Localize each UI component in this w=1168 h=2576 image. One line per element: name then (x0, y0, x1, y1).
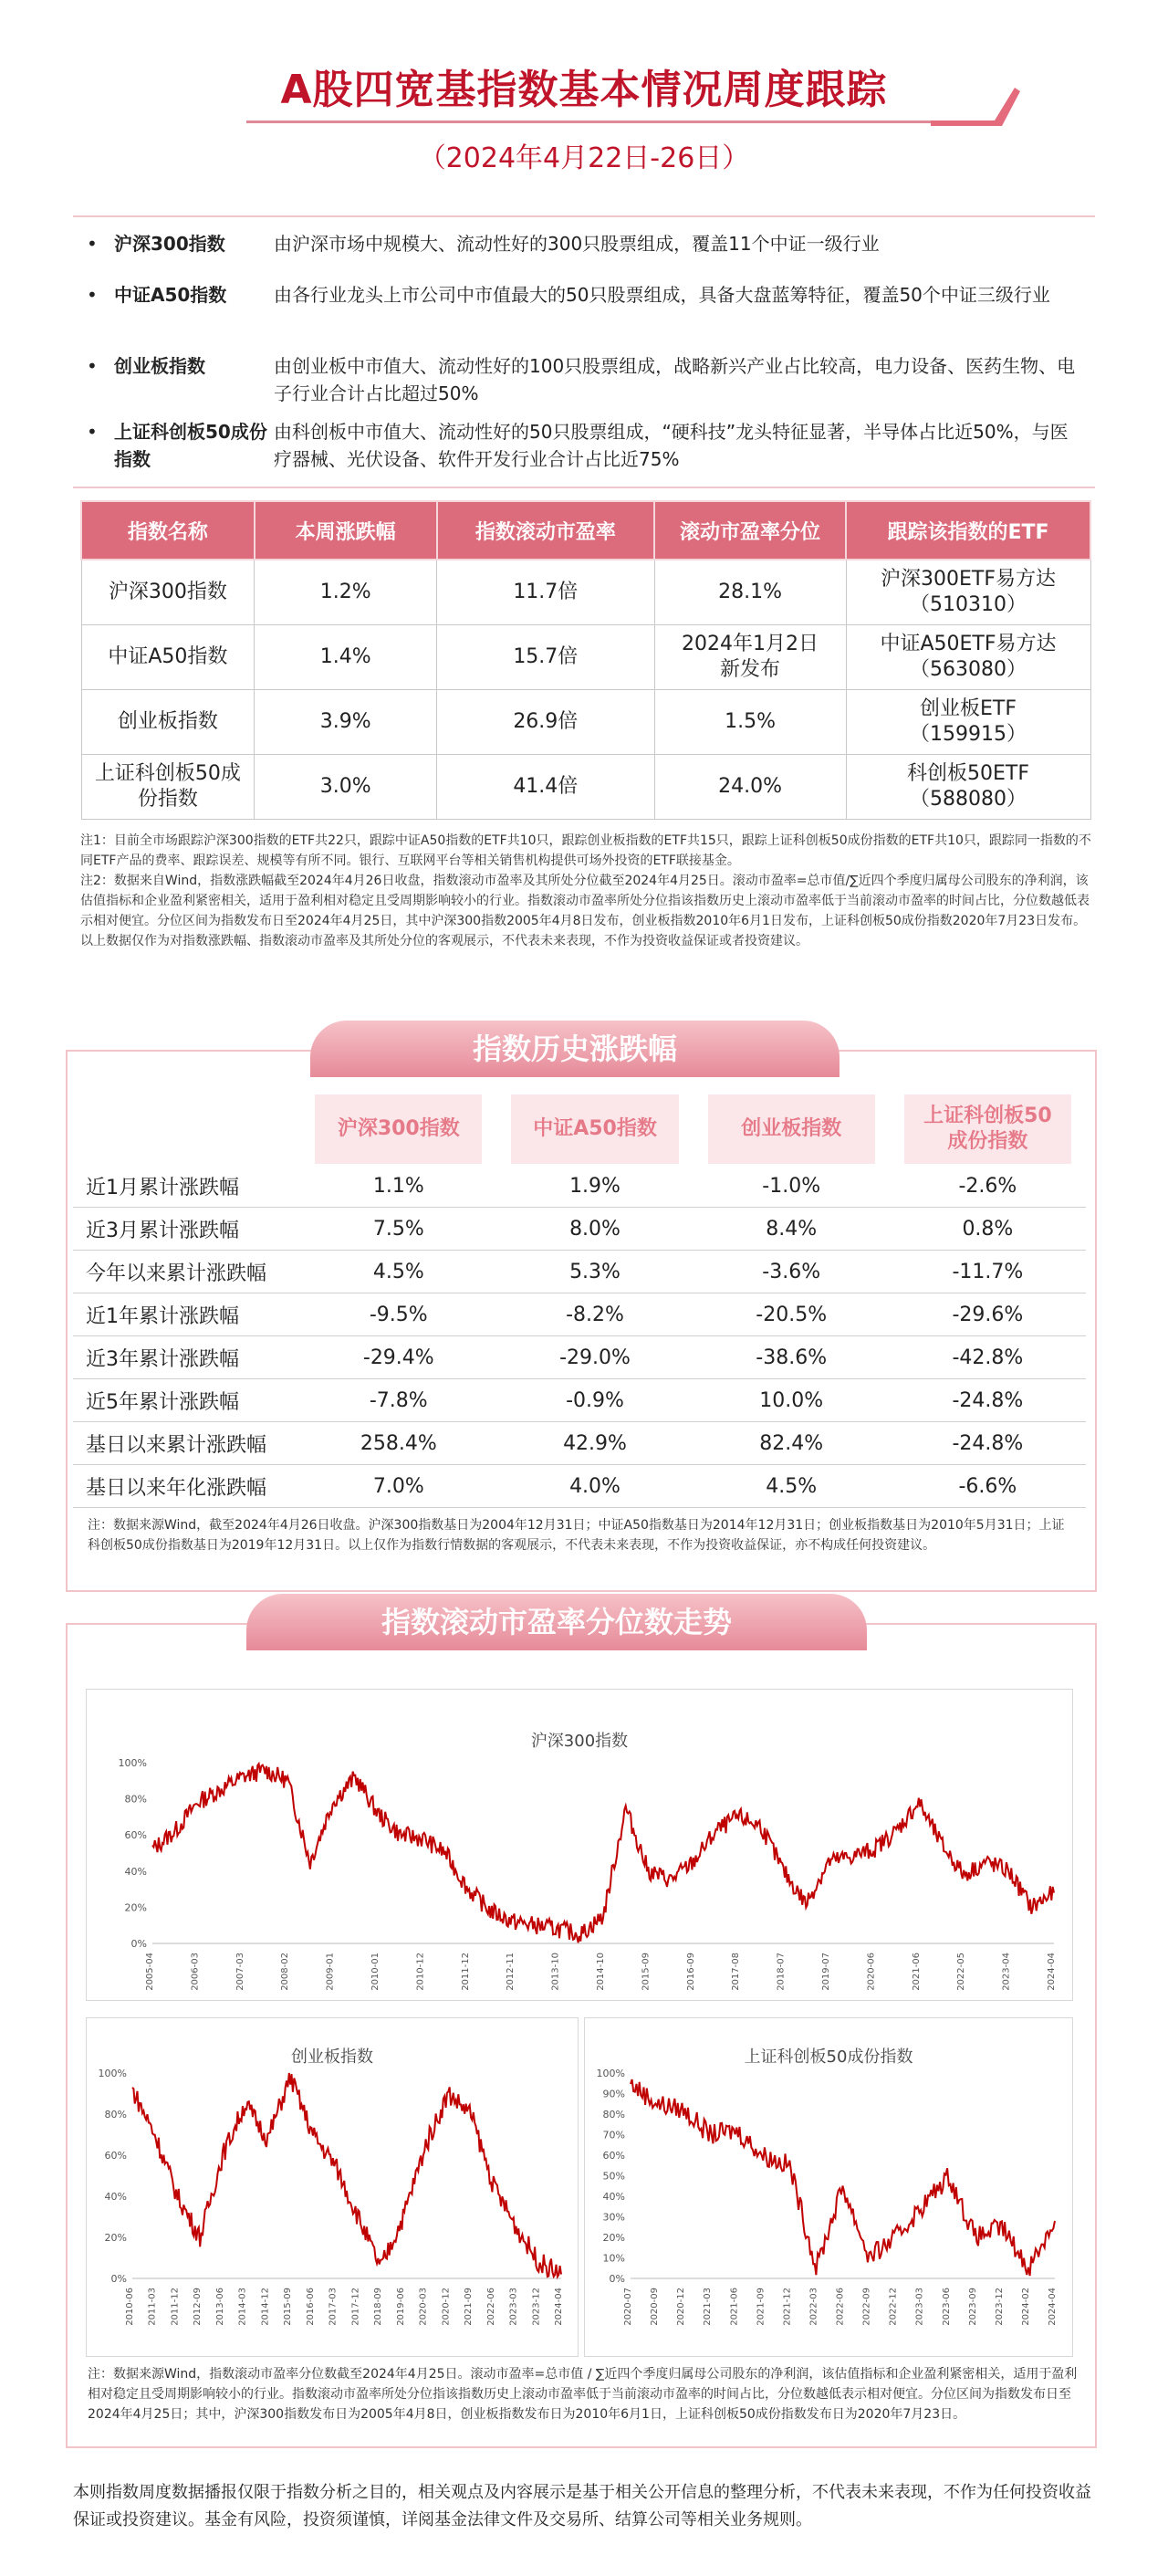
table-cell: -1.0% (694, 1165, 890, 1208)
x-tick-label: 2024-04 (554, 2288, 564, 2326)
x-tick-label: 2023-03 (508, 2288, 519, 2326)
title-underline (246, 120, 958, 123)
row-label: 近5年累计涨跌幅 (73, 1379, 300, 1422)
table-cell: 10.0% (694, 1379, 890, 1422)
table-cell: 82.4% (694, 1422, 890, 1465)
description-index-name: 沪深300指数 (114, 233, 225, 255)
table-cell: 1.1% (300, 1165, 496, 1208)
table-cell: 5.3% (496, 1251, 693, 1293)
x-tick-label: 2016-09 (685, 1953, 696, 1991)
x-tick-label: 2009-01 (325, 1953, 336, 1991)
table-cell: 2024年1月2日 新发布 (654, 625, 846, 690)
table-cell: 1.5% (654, 690, 846, 755)
table-cell: 中证A50ETF易方达 （563080） (846, 625, 1090, 690)
x-tick-label: 2012-09 (193, 2288, 203, 2326)
y-tick-label: 60% (124, 1829, 147, 1842)
table-cell: -3.6% (694, 1251, 890, 1293)
table-cell: 8.4% (694, 1208, 890, 1251)
table-cell: 4.0% (496, 1465, 693, 1508)
row-label: 今年以来累计涨跌幅 (73, 1251, 300, 1293)
y-tick-label: 50% (602, 2170, 625, 2183)
y-tick-label: 0% (110, 2273, 127, 2285)
x-tick-label: 2023-09 (967, 2288, 978, 2326)
bullet-icon: • (87, 421, 98, 443)
y-tick-label: 70% (602, 2129, 625, 2141)
x-tick-label: 2024-02 (1020, 2288, 1031, 2326)
x-tick-label: 2021-06 (729, 2288, 740, 2326)
table-cell: -2.6% (890, 1165, 1086, 1208)
y-tick-label: 20% (124, 1901, 147, 1914)
table-header (694, 1094, 890, 1165)
x-tick-label: 2013-06 (214, 2288, 225, 2326)
row-label: 近1月累计涨跌幅 (73, 1165, 300, 1208)
table-cell: -6.6% (890, 1465, 1086, 1508)
table-header (496, 1094, 693, 1165)
table-cell: 4.5% (300, 1251, 496, 1293)
y-tick-label: 0% (609, 2273, 625, 2285)
table-header (890, 1094, 1086, 1165)
x-tick-label: 2020-12 (676, 2288, 687, 2326)
x-tick-label: 2011-12 (170, 2288, 181, 2326)
performance-section-title: 指数历史涨跌幅 (310, 1021, 840, 1077)
pe-note: 注：数据来源Wind，指数滚动市盈率分位数截至2024年4月25日。滚动市盈率=总市值 / ∑近四个季度归属母公司股东的净利润，该估值指标和企业盈利紧密相关，适用于盈利相对稳定且受周期影响较小的行业。指数滚动市盈率所处分位指该指数历史上滚动市盈率低于当前滚动市盈率的时间占比，分位数越低表示相对便宜。分位区间为指数发布日至2024年4月25日；其中，沪深300指数发布日为2005年4月8日，创业板指数发布日为2010年6月1日，上证科创板50成份指数发布日为2020年7月23日。 (88, 2367, 1078, 2422)
bullet-icon: • (87, 284, 98, 306)
table-cell: -24.8% (890, 1422, 1086, 1465)
table-row (73, 1293, 1086, 1336)
description-index-name: 上证科创板50成份指数 (114, 421, 267, 470)
y-tick-label: 80% (104, 2109, 127, 2120)
x-tick-label: 2011-03 (147, 2288, 158, 2326)
x-tick-label: 2021-03 (703, 2288, 714, 2326)
performance-note: 注：数据来源Wind，截至2024年4月26日收盘。沪深300指数基日为2004年12月31日；中证A50指数基日为2014年12月31日；创业板指数基日为2010年5月31日；上证科创板50成份指数基日为2019年12月31日。以上仅作为指数行情数据的客观展示，不代表未来表现，不作为投资收益保证，亦不构成任何投资建议。 (88, 1518, 1065, 1553)
table-cell: 上证科创板50成 份指数 (81, 755, 255, 820)
table-cell: 1.9% (496, 1165, 693, 1208)
x-tick-label: 2022-06 (485, 2288, 496, 2326)
y-tick-label: 80% (602, 2109, 625, 2120)
table-cell: 3.0% (255, 755, 437, 820)
x-tick-label: 2019-06 (395, 2288, 406, 2326)
table-cell: 8.0% (496, 1208, 693, 1251)
y-tick-label: 30% (602, 2211, 625, 2224)
table-header: 指数滚动市盈率 (437, 501, 654, 560)
table-header: 滚动市盈率分位 (654, 501, 846, 560)
chart-hs300 (86, 1689, 1073, 2001)
x-tick-label: 2019-07 (821, 1953, 831, 1991)
table-cell: -29.0% (496, 1336, 693, 1379)
x-tick-label: 2021-12 (782, 2288, 793, 2326)
page-title: A股四宽基指数基本情况周度跟踪 (280, 67, 888, 113)
x-tick-label: 2018-07 (776, 1953, 787, 1991)
disclaimer: 本则指数周度数据播报仅限于指数分析之目的，相关观点及内容展示是基于相关公开信息的整理分析，不代表未来表现，不作为任何投资收益保证或投资建议。基金有风险，投资须谨慎，详阅基金法律文件及交易所、结算公司等相关业务规则。 (73, 2483, 1091, 2529)
y-tick-label: 80% (124, 1793, 147, 1806)
chart-title: 创业板指数 (291, 2047, 373, 2067)
x-tick-label: 2014-10 (596, 1953, 606, 1991)
series-line (152, 1764, 1054, 1942)
table-row (81, 625, 1090, 690)
x-tick-label: 2020-12 (441, 2288, 452, 2326)
chart-hs300-svg (87, 1690, 1072, 2000)
index-summary-table (80, 500, 1091, 820)
table-cell: 沪深300ETF易方达 （510310） (846, 560, 1090, 625)
x-tick-label: 2016-06 (305, 2288, 316, 2326)
table-header: 跟踪该指数的ETF (846, 501, 1090, 560)
table-cell: 1.2% (255, 560, 437, 625)
x-tick-label: 2014-12 (260, 2288, 271, 2326)
x-tick-label: 2020-03 (418, 2288, 429, 2326)
table-cell: -20.5% (694, 1293, 890, 1336)
table-cell: 沪深300指数 (81, 560, 255, 625)
column-header-label: 中证A50指数 (511, 1094, 678, 1164)
table-cell: -24.8% (890, 1379, 1086, 1422)
row-label: 近3月累计涨跌幅 (73, 1208, 300, 1251)
table-cell: 28.1% (654, 560, 846, 625)
x-tick-label: 2010-12 (415, 1953, 426, 1991)
description-index-name: 创业板指数 (114, 355, 205, 377)
x-tick-label: 2020-07 (623, 2288, 633, 2326)
chart-star50 (584, 2017, 1073, 2357)
table-row (73, 1465, 1086, 1508)
x-tick-label: 2017-03 (328, 2288, 339, 2326)
x-tick-label: 2022-05 (956, 1953, 967, 1991)
table-cell: -38.6% (694, 1336, 890, 1379)
table-cell: -9.5% (300, 1293, 496, 1336)
table-corner (73, 1094, 300, 1165)
chart-title: 上证科创板50成份指数 (744, 2047, 913, 2067)
x-tick-label: 2020-06 (866, 1953, 877, 1991)
y-tick-label: 60% (104, 2150, 127, 2162)
table-cell: -42.8% (890, 1336, 1086, 1379)
x-tick-label: 2010-01 (370, 1953, 381, 1991)
y-tick-label: 20% (602, 2232, 625, 2244)
table-cell: -29.6% (890, 1293, 1086, 1336)
table-cell: 24.0% (654, 755, 846, 820)
table-cell: 11.7倍 (437, 560, 654, 625)
performance-table (73, 1094, 1086, 1508)
y-tick-label: 90% (602, 2088, 625, 2100)
description-text: 由各行业龙头上市公司中市值最大的50只股票组成，具备大盘蓝筹特征，覆盖50个中证三级行业 (274, 284, 1050, 306)
table-row (81, 690, 1090, 755)
x-tick-label: 2007-03 (235, 1953, 245, 1991)
x-tick-label: 2015-09 (283, 2288, 294, 2326)
y-tick-label: 100% (98, 2068, 127, 2079)
table-header: 本周涨跌幅 (255, 501, 437, 560)
x-tick-label: 2020-09 (650, 2288, 661, 2326)
table-header (300, 1094, 496, 1165)
column-header-label: 沪深300指数 (315, 1094, 482, 1164)
x-tick-label: 2013-10 (550, 1953, 561, 1991)
table-cell: -0.9% (496, 1379, 693, 1422)
table-cell: 中证A50指数 (81, 625, 255, 690)
column-header-label: 创业板指数 (708, 1094, 875, 1164)
x-tick-label: 2014-03 (237, 2288, 248, 2326)
table-row (81, 755, 1090, 820)
table-row (73, 1208, 1086, 1251)
table-cell: 7.0% (300, 1465, 496, 1508)
y-tick-label: 60% (602, 2150, 625, 2162)
x-tick-label: 2011-12 (460, 1953, 471, 1991)
row-label: 基日以来累计涨跌幅 (73, 1422, 300, 1465)
description-text: 由科创板中市值大、流动性好的50只股票组成，“硬科技”龙头特征显著，半导体占比近50%，与医疗器械、光伏设备、软件开发行业合计占比近75% (274, 421, 1069, 470)
x-tick-label: 2023-12 (994, 2288, 1005, 2326)
y-tick-label: 40% (104, 2191, 127, 2203)
series-line (631, 2079, 1055, 2276)
table-cell: 4.5% (694, 1465, 890, 1508)
x-tick-label: 2023-06 (941, 2288, 952, 2326)
table-cell: 26.9倍 (437, 690, 654, 755)
x-tick-label: 2023-12 (531, 2288, 542, 2326)
chart-title: 沪深300指数 (530, 1732, 629, 1751)
x-tick-label: 2023-03 (914, 2288, 925, 2326)
x-tick-label: 2008-02 (280, 1953, 291, 1991)
footnotes: 注1：目前全市场跟踪沪深300指数的ETF共22只，跟踪中证A50指数的ETF共10只，跟踪创业板指数的ETF共15只，跟踪上证科创板50成份指数的ETF共10只，跟踪同一指数的不同ETF产品的费率、跟踪误差、规模等有所不同。银行、互联网平台等相关销售机构提供可场外投资的ETF联接基金。 注2：数据来自Wind，指数涨跌幅截至2024年4月26日收盘，指数滚动市盈率及其所处分位截至2024年4月25日。滚动市盈率=总市值/∑近四个季度归属母公司股东的净利润，该估值指标和企业盈利紧密相关，适用于盈利相对稳定且受周期影响较小的行业。指数滚动市盈率所处分位指该指数历史上滚动市盈率低于当前滚动市盈率的时间占比，分位数越低表示相对便宜。分位区间为指数发布日至2024年4月25日，其中沪深300指数2005年4月8日发布，创业板指数2010年6月1日发布，上证科创板50成份指数2020年7月23日发布。以上数据仅作为对指数涨跌幅、指数滚动市盈率及其所处分位的客观展示，不代表未来表现，不作为投资收益保证或者投资建议。 (80, 833, 1091, 948)
table-cell: -11.7% (890, 1251, 1086, 1293)
table-cell: 创业板指数 (81, 690, 255, 755)
table-row (73, 1165, 1086, 1208)
description-text: 由创业板中市值大、流动性好的100只股票组成，战略新兴产业占比较高，电力设备、医药生物、电子行业合计占比超过50% (274, 355, 1076, 404)
x-tick-label: 2018-09 (373, 2288, 384, 2326)
x-tick-label: 2023-04 (1001, 1953, 1012, 1991)
x-tick-label: 2010-06 (125, 2288, 135, 2326)
y-tick-label: 10% (602, 2252, 625, 2265)
x-tick-label: 2024-04 (1048, 2288, 1058, 2326)
pe-section-title: 指数滚动市盈率分位数走势 (246, 1594, 867, 1650)
x-tick-label: 2021-06 (911, 1953, 922, 1991)
row-label: 近1年累计涨跌幅 (73, 1293, 300, 1336)
x-tick-label: 2005-04 (145, 1953, 155, 1991)
x-tick-label: 2021-09 (756, 2288, 766, 2326)
table-row (73, 1422, 1086, 1465)
table-cell: -7.8% (300, 1379, 496, 1422)
y-tick-label: 20% (104, 2232, 127, 2244)
table-cell: 258.4% (300, 1422, 496, 1465)
table-cell: -29.4% (300, 1336, 496, 1379)
x-tick-label: 2022-09 (861, 2288, 872, 2326)
chart-chinext-svg (87, 2018, 578, 2356)
bullet-icon: • (87, 355, 98, 377)
table-cell: 科创板50ETF （588080） (846, 755, 1090, 820)
table-row (73, 1251, 1086, 1293)
y-tick-label: 0% (130, 1938, 147, 1950)
x-tick-label: 2022-03 (808, 2288, 819, 2326)
title-arrow-decoration (931, 84, 1022, 139)
x-tick-label: 2024-04 (1047, 1953, 1057, 1991)
series-line (132, 2073, 561, 2277)
y-tick-label: 40% (124, 1865, 147, 1878)
table-cell: 3.9% (255, 690, 437, 755)
x-tick-label: 2017-12 (350, 2288, 361, 2326)
y-tick-label: 40% (602, 2191, 625, 2203)
table-cell: 7.5% (300, 1208, 496, 1251)
table-row (73, 1379, 1086, 1422)
x-tick-label: 2022-12 (888, 2288, 899, 2326)
chart-star50-svg (585, 2018, 1072, 2356)
chart-chinext (86, 2017, 579, 2357)
description-index-name: 中证A50指数 (114, 284, 227, 306)
column-header-label: 上证科创板50 成份指数 (904, 1094, 1071, 1164)
table-cell: 15.7倍 (437, 625, 654, 690)
description-text: 由沪深市场中规模大、流动性好的300只股票组成，覆盖11个中证一级行业 (274, 233, 880, 255)
x-tick-label: 2021-09 (464, 2288, 474, 2326)
row-label: 近3年累计涨跌幅 (73, 1336, 300, 1379)
table-cell: 42.9% (496, 1422, 693, 1465)
x-tick-label: 2017-08 (731, 1953, 742, 1991)
bullet-icon: • (87, 233, 98, 255)
table-cell: -8.2% (496, 1293, 693, 1336)
index-description-list (73, 215, 1095, 488)
table-row (73, 1336, 1086, 1379)
row-label: 基日以来年化涨跌幅 (73, 1465, 300, 1508)
table-cell: 41.4倍 (437, 755, 654, 820)
table-header: 指数名称 (81, 501, 255, 560)
table-row (81, 560, 1090, 625)
page-subtitle: （2024年4月22日-26日） (418, 142, 750, 174)
x-tick-label: 2012-11 (506, 1953, 516, 1991)
y-tick-label: 100% (118, 1757, 147, 1769)
x-tick-label: 2006-03 (190, 1953, 201, 1991)
table-cell: 1.4% (255, 625, 437, 690)
table-cell: 0.8% (890, 1208, 1086, 1251)
y-tick-label: 100% (596, 2068, 625, 2079)
table-cell: 创业板ETF （159915） (846, 690, 1090, 755)
x-tick-label: 2022-06 (835, 2288, 846, 2326)
x-tick-label: 2015-09 (641, 1953, 652, 1991)
